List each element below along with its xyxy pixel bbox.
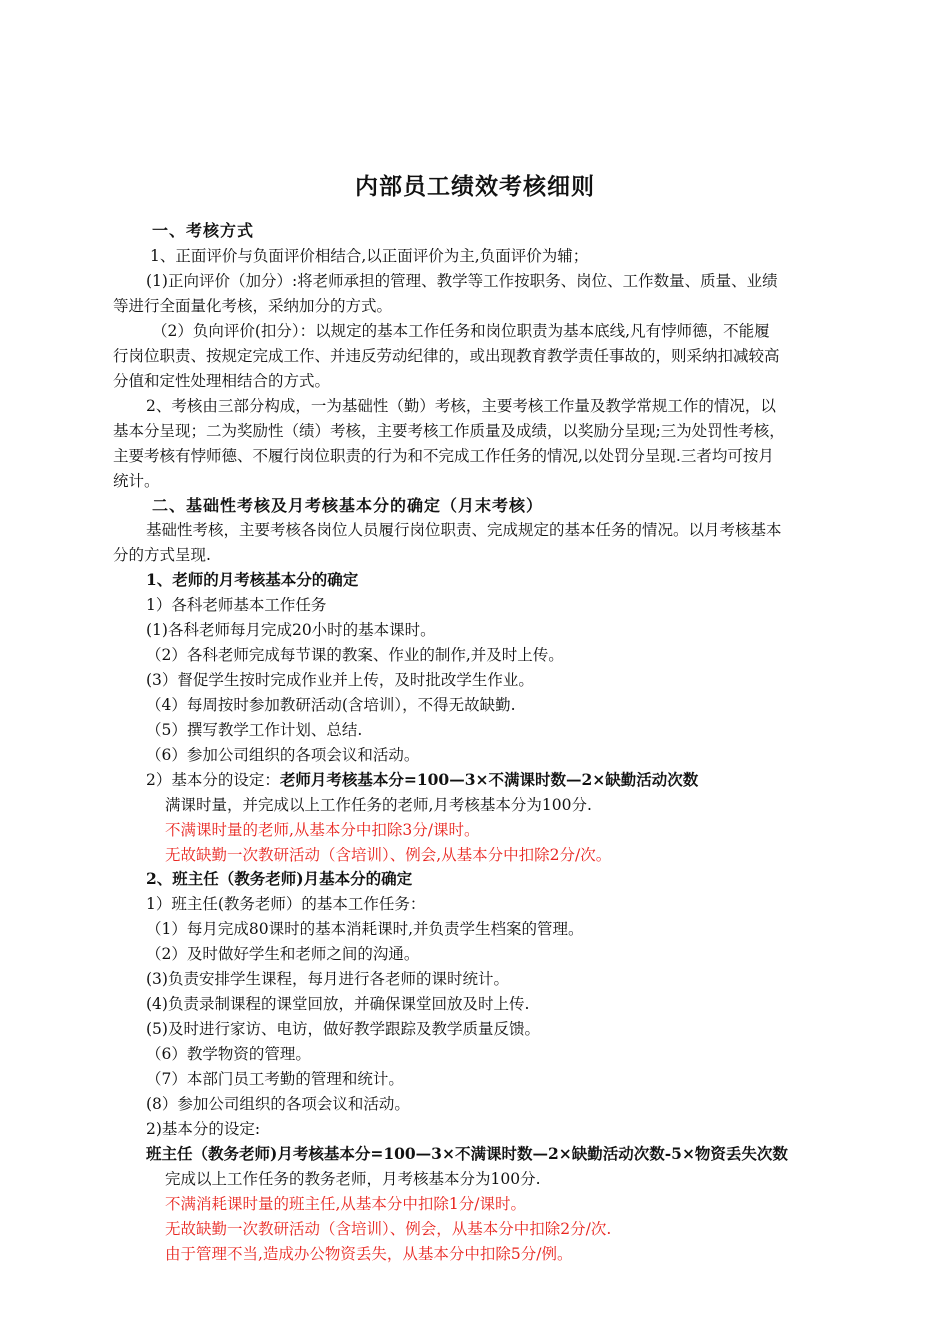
paragraph-line: (1)正向评价（加分）:将老师承担的管理、教学等工作按职务、岗位、工作数量、质量、业绩 [146,272,778,290]
paragraph-line: （2）负向评价(扣分）：以规定的基本工作任务和岗位职责为基本底线,凡有悖师德，不能履 [152,322,770,340]
paragraph-line: 基础性考核，主要考核各岗位人员履行岗位职责、完成规定的基本任务的情况。以月考核基本 [146,521,782,539]
paragraph-line: 完成以上工作任务的教务老师，月考核基本分为100分. [165,1170,541,1188]
list-item: 2)基本分的设定: [146,1120,261,1138]
list-item: (4)负责录制课程的课堂回放，并确保课堂回放及时上传. [146,995,530,1013]
list-item: （6）参加公司组织的各项会议和活动。 [146,746,420,764]
list-item: (8）参加公司组织的各项会议和活动。 [146,1095,410,1113]
formula-line [146,768,698,792]
list-item: (1)各科老师每月完成20小时的基本课时。 [146,621,436,639]
list-item: (5)及时进行家访、电访，做好教学跟踪及教学质量反馈。 [146,1020,540,1038]
list-item: （6）教学物资的管理。 [146,1045,311,1063]
paragraph-line: 满课时量，并完成以上工作任务的老师,月考核基本分为100分. [165,796,592,814]
list-item: （1）每月完成80课时的基本消耗课时,并负责学生档案的管理。 [146,920,584,938]
list-item: 1）班主任(教务老师）的基本工作任务： [146,895,426,913]
subsection-heading: 1、老师的月考核基本分的确定 [146,570,359,589]
list-item: （5）撰写教学工作计划、总结. [146,721,363,739]
deduction-rule: 无故缺勤一次教研活动（含培训）、例会，从基本分中扣除2分/次. [165,1220,612,1238]
list-item: (3)负责安排学生课程，每月进行各老师的课时统计。 [146,970,509,988]
list-item: （4）每周按时参加教研活动(含培训），不得无故缺勤. [146,696,516,714]
list-item: （2）各科老师完成每节课的教案、作业的制作,并及时上传。 [146,646,564,664]
deduction-rule: 无故缺勤一次教研活动（含培训）、例会,从基本分中扣除2分/次。 [165,846,612,864]
deduction-rule: 由于管理不当,造成办公物资丢失，从基本分中扣除5分/例。 [165,1245,573,1263]
section-heading-2: 二、基础性考核及月考核基本分的确定（月末考核） [152,496,544,515]
paragraph-line: 1、正面评价与负面评价相结合,以正面评价为主,负面评价为辅； [150,247,589,265]
list-item: （2）及时做好学生和老师之间的沟通。 [146,945,420,963]
paragraph-line: 等进行全面量化考核，采纳加分的方式。 [113,297,393,315]
teacher-score-formula: 老师月考核基本分=100—3×不满课时数—2×缺勤活动次数 [279,770,699,789]
paragraph-line: 行岗位职责、按规定完成工作、并违反劳动纪律的，或出现教育教学责任事故的，则采纳扣减较高 [113,347,780,365]
paragraph-line: 分值和定性处理相结合的方式。 [113,372,331,390]
section-heading-1: 一、考核方式 [152,221,255,240]
list-item: 1）各科老师基本工作任务 [146,596,327,614]
list-item: （7）本部门员工考勤的管理和统计。 [146,1070,404,1088]
subsection-heading: 2、班主任（教务老师)月基本分的确定 [146,869,413,888]
deduction-rule: 不满课时量的老师,从基本分中扣除3分/课时。 [165,821,480,839]
formula-label: 2）基本分的设定： [146,771,280,789]
list-item: (3）督促学生按时完成作业并上传，及时批改学生作业。 [146,671,534,689]
document-title: 内部员工绩效考核细则 [355,173,595,200]
head-teacher-score-formula: 班主任（教务老师)月考核基本分=100—3×不满课时数—2×缺勤活动次数-5×物资丢失次数 [146,1144,788,1163]
paragraph-line: 统计。 [113,472,160,490]
paragraph-line: 主要考核有悖师德、不履行岗位职责的行为和不完成工作任务的情况,以处罚分呈现.三者均可按月 [113,447,774,465]
paragraph-line: 基本分呈现；二为奖励性（绩）考核，主要考核工作质量及成绩，以奖励分呈现;三为处罚性考核， [113,422,785,440]
deduction-rule: 不满消耗课时量的班主任,从基本分中扣除1分/课时。 [165,1195,527,1213]
paragraph-line: 分的方式呈现. [113,546,211,564]
paragraph-line: 2、考核由三部分构成，一为基础性（勤）考核，主要考核工作量及教学常规工作的情况，以 [146,397,776,415]
